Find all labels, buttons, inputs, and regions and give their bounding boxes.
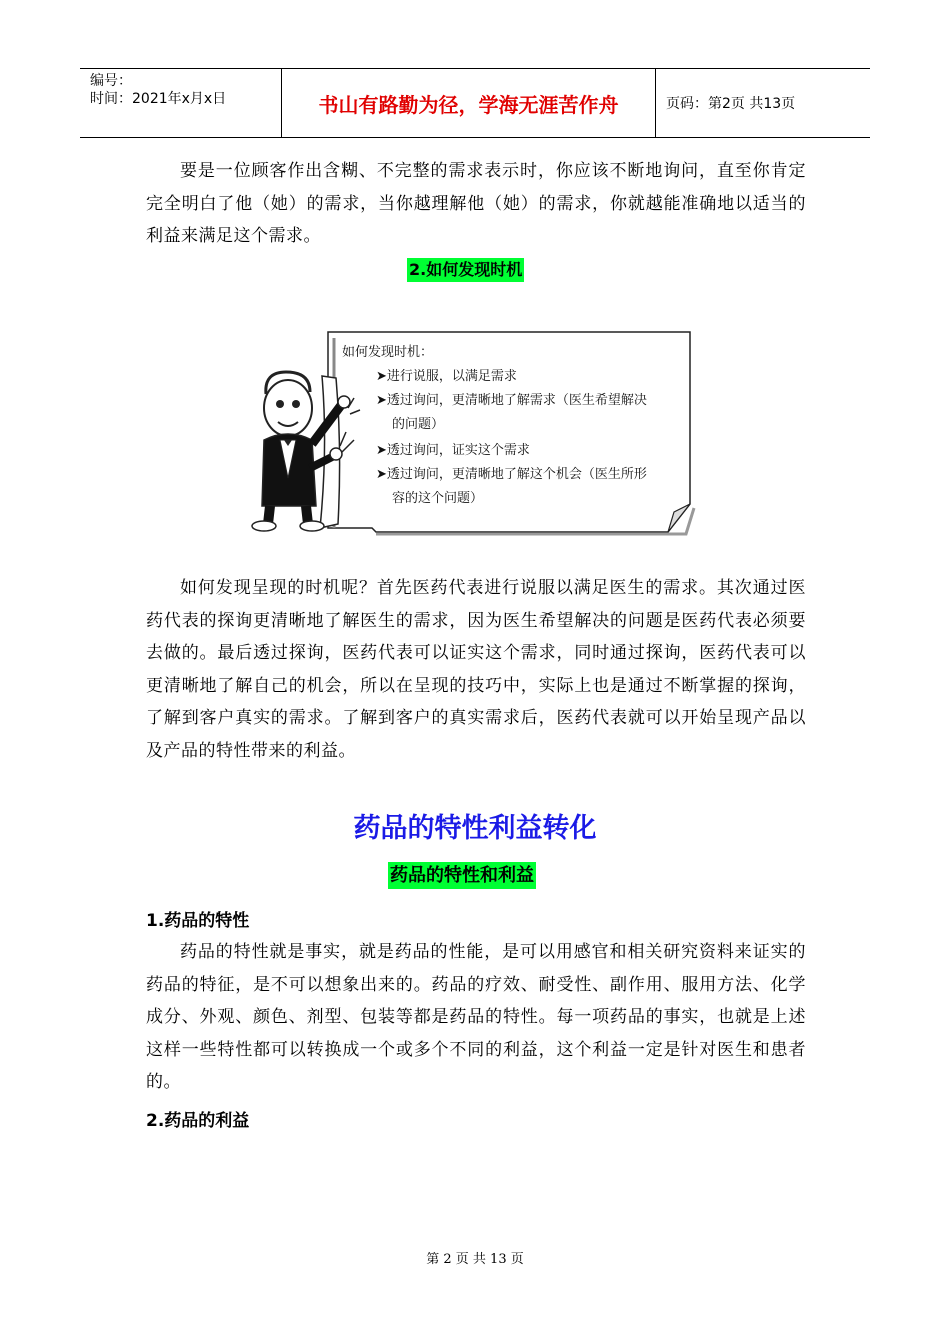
- figure-item-2: ➤透过询问，更清晰地了解需求（医生希望解决: [376, 393, 647, 408]
- paragraph-2: 如何发现呈现的时机呢？首先医药代表进行说服以满足医生的需求。其次通过医药代表的探询更清晰地了解医生的需求，因为医生希望解决的问题是医药代表必须要去做的。最后透过探询，医药代表可以证实这个需求，同时通过探询，医药代表可以更清晰地了解自己的机会，所以在呈现的技巧中，实际上也是通过不断掌握的探询，了解到客户真实的需求。了解到客户的真实需求后，医药代表就可以开始呈现产品以及产品的特性带来的利益。: [146, 578, 806, 761]
- header-table: [80, 68, 870, 138]
- figure-title: 如何发现时机：: [342, 345, 434, 360]
- page-footer: 第 2 页 共 13 页: [426, 1252, 524, 1267]
- sub1-heading: 1.药品的特性: [146, 911, 250, 931]
- motto: 书山有路勤为径，学海无涯苦作舟: [282, 69, 656, 137]
- figure-item-4-cont: 容的这个问题）: [392, 491, 484, 506]
- time-label: 时间：2021年x月x日: [90, 91, 227, 107]
- page-info: 页码：第2页 共13页: [666, 96, 796, 112]
- intro-paragraph: 要是一位顾客作出含糊、不完整的需求表示时，你应该不断地询问，直至你肯定完全明白了他（她）的需求，当你越理解他（她）的需求，你就越能准确地以适当的利益来满足这个需求。: [146, 161, 806, 246]
- figure-how-to-find-opportunity: [250, 328, 698, 538]
- main-title: 药品的特性利益转化: [353, 813, 597, 844]
- figure-item-2-cont: 的问题）: [392, 417, 445, 432]
- header-left-cell: [80, 69, 282, 137]
- sub-title: 药品的特性和利益: [388, 862, 536, 889]
- number-label: 编号：: [90, 73, 132, 89]
- section-2-title: 2.如何发现时机: [407, 258, 524, 282]
- figure-item-1: ➤进行说服，以满足需求: [376, 369, 517, 384]
- sub2-heading: 2.药品的利益: [146, 1111, 250, 1131]
- figure-illustration: [250, 328, 698, 538]
- figure-item-3: ➤透过询问，证实这个需求: [376, 443, 530, 458]
- paragraph-3: 药品的特性就是事实，就是药品的性能，是可以用感官和相关研究资料来证实的药品的特征，是不可以想象出来的。药品的疗效、耐受性、副作用、服用方法、化学成分、外观、颜色、剂型、包装等都是药品的特性。每一项药品的事实，也就是上述这样一些特性都可以转换成一个或多个不同的利益，这个利益一定是针对医生和患者的。: [146, 942, 806, 1092]
- figure-item-4: ➤透过询问，更清晰地了解这个机会（医生所形: [376, 467, 647, 482]
